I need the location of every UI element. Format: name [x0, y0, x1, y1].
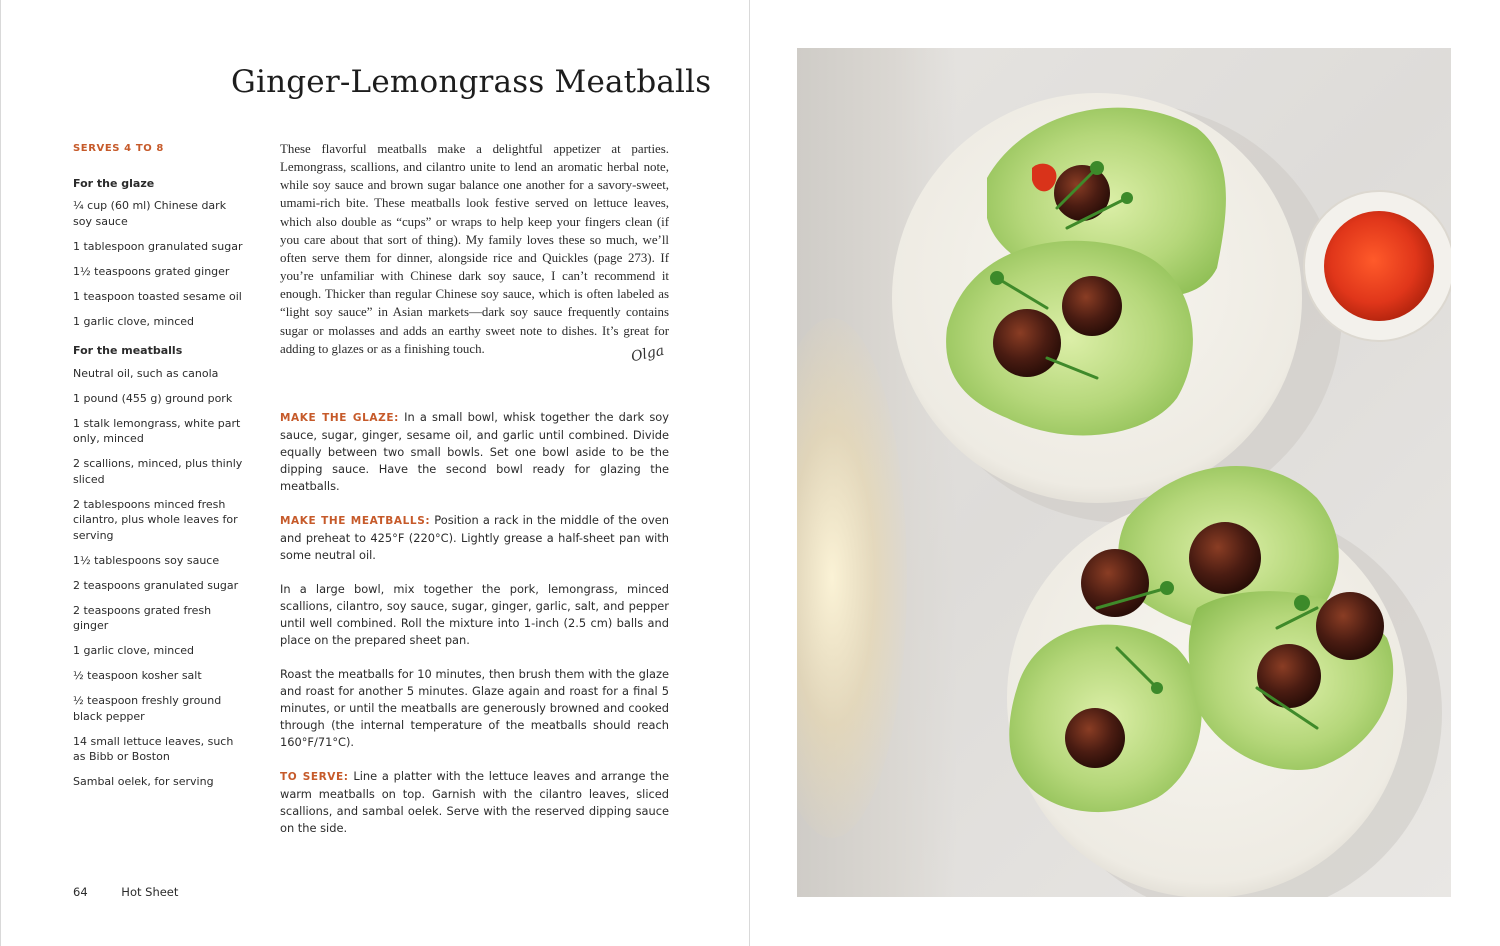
meatball — [1316, 592, 1384, 660]
glaze-heading: For the glaze — [73, 176, 155, 190]
step-text: In a large bowl, mix together the pork, lemongrass, minced scallions, cilantro, soy sauce, sugar, ginger, garlic, salt, and pepper until well combined. Roll the mixture into 1-inch (2.5 cm) balls and place on the prepared sheet pan. — [280, 582, 669, 647]
meatball — [1054, 165, 1110, 221]
ingredient-item: 1 stalk lemongrass, white part only, minced — [73, 416, 241, 445]
ingredient-item: 1½ tablespoons soy sauce — [73, 553, 220, 567]
step-text: Line a platter with the lettuce leaves and arrange the warm meatballs on top. Garnish with the cilantro leaves, sliced scallions, and sambal oelek. Serve with the reserved dipping sauce on the side. — [280, 769, 669, 835]
ingredients-column — [73, 141, 248, 799]
ingredient-item: Sambal oelek, for serving — [73, 775, 214, 788]
ingredient-item: 14 small lettuce leaves, such as Bibb or Boston — [73, 734, 234, 763]
step-lead: MAKE THE GLAZE: — [280, 412, 399, 424]
meatball — [1189, 522, 1261, 594]
ingredient-item: 2 teaspoons granulated sugar — [73, 578, 239, 592]
page-number: 64 — [73, 885, 88, 899]
ingredient-item: 1 teaspoon toasted sesame oil — [73, 289, 242, 303]
ingredient-item: ½ teaspoon freshly ground black pepper — [73, 694, 222, 723]
ingredient-item: 2 teaspoons grated fresh ginger — [73, 603, 212, 632]
serves-label: SERVES 4 TO 8 — [73, 143, 164, 154]
meatball — [1062, 276, 1122, 336]
ingredient-item: ¼ cup (60 ml) Chinese dark soy sauce — [73, 199, 227, 228]
ingredient-item: 2 scallions, minced, plus thinly sliced — [73, 457, 243, 486]
step-text: In a small bowl, whisk together the dark soy sauce, sugar, ginger, sesame oil, and garlic until combined. Divide equally between two small bowls. Set one bowl aside to be the dipping sauce. Have the second bowl ready for glazing the meatballs. — [280, 410, 669, 493]
ingredient-item: ½ teaspoon kosher salt — [73, 669, 202, 682]
meatball — [1257, 644, 1321, 708]
ingredient-item: 1 garlic clove, minced — [73, 314, 195, 328]
meatball — [1081, 549, 1149, 617]
section-name: Hot Sheet — [121, 885, 179, 899]
step-lead: TO SERVE: — [280, 771, 349, 783]
page-footer — [73, 885, 178, 899]
step-glaze — [280, 409, 669, 495]
meatball-ingredient-list — [73, 366, 248, 790]
ingredient-item: 1 pound (455 g) ground pork — [73, 391, 233, 405]
step-meatballs — [280, 512, 669, 564]
headnote: These flavorful meatballs make a delightful appetizer at parties. Lemongrass, scallions, and cilantro unite to lend an aromatic herbal note, while soy sauce and brown sugar balance one another for a savory-sweet, umami-rich bite. These meatballs look festive served on lettuce leaves, which also double as “cups” or wraps to help keep your fingers clean (if you care about that sort of thing). My family loves these so much, we’ll often serve them for dinner, alongside rice and Quickles (page 273). If you’re unfamiliar with Chinese dark soy sauce, I can’t recommend it enough. Thicker than regular Chinese soy sauce, which is often labeled as “light soy sauce” in Asian markets—dark soy sauce frequently contains sugar or molasses and adds an earthy sweet note to dishes. It’s great for adding to glazes or as a finishing touch. — [280, 142, 669, 356]
food-photo — [797, 48, 1451, 897]
ingredient-item: Neutral oil, such as canola — [73, 366, 219, 380]
meatball — [1065, 708, 1125, 768]
step-lead: MAKE THE MEATBALLS: — [280, 515, 431, 527]
step-text: Position a rack in the middle of the oven and preheat to 425°F (220°C). Lightly grease a half-sheet pan with some neutral oil. — [280, 513, 669, 562]
step-mix — [280, 581, 669, 649]
ingredient-item: 1 tablespoon granulated sugar — [73, 239, 243, 253]
step-serve — [280, 768, 669, 837]
ingredient-item: 1½ teaspoons grated ginger — [73, 264, 230, 278]
ingredient-item: 2 tablespoons minced fresh cilantro, plus whole leaves for serving — [73, 497, 238, 542]
step-text: Roast the meatballs for 10 minutes, then brush them with the glaze and roast for another 5 minutes. Glaze again and roast for a final 5 minutes, or until the meatballs are generously browned and cooked through (the internal temperature of the meatballs should reach 160°F/71°C). — [280, 667, 669, 749]
author-signature: Olga — [629, 342, 666, 366]
method-steps — [280, 409, 669, 854]
meatball — [993, 309, 1061, 377]
step-roast — [280, 666, 669, 751]
sambal-sauce — [1324, 211, 1434, 321]
meatballs-heading: For the meatballs — [73, 344, 183, 357]
glaze-ingredient-list — [73, 198, 248, 329]
ingredient-item: 1 garlic clove, minced — [73, 644, 195, 657]
recipe-title: Ginger-Lemongrass Meatballs — [231, 64, 712, 100]
food-illustration — [797, 48, 1451, 897]
